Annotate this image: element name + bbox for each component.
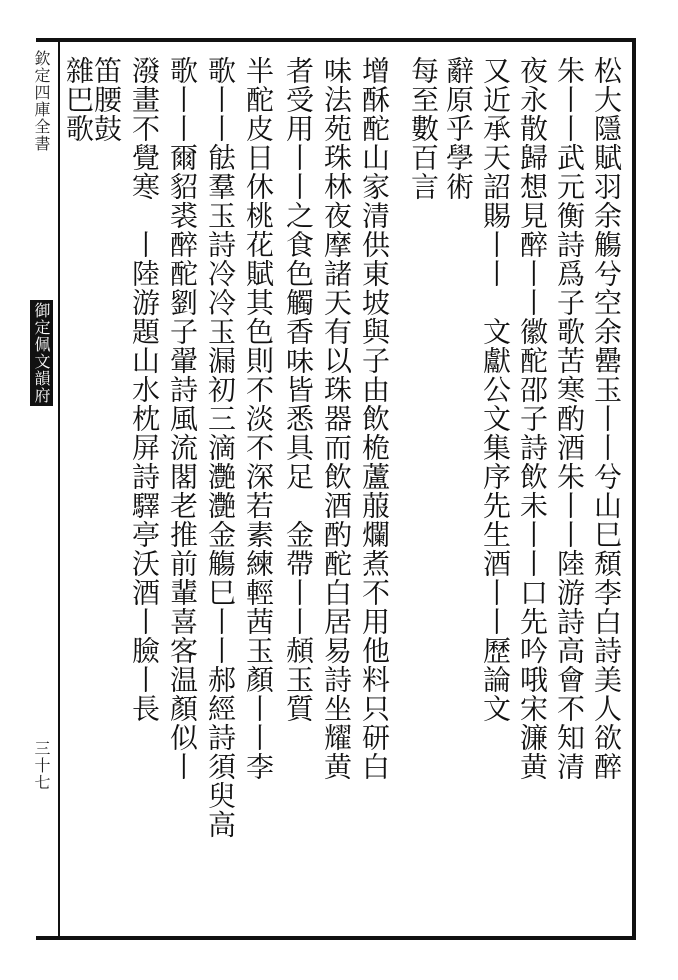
text-column: 笛腰鼓 [90, 56, 123, 143]
text-column: 增酥酡山家清供東坡與子由飲桅蘆菔爛煮不用他料只研白 [358, 56, 391, 781]
text-column: 辭原乎學術 [442, 56, 475, 201]
bottom-border [36, 936, 636, 940]
text-column: 半酡皮日休桃花賦其色則不淡不深若素練輕茜玉顏丨丨李 [242, 56, 275, 781]
text-column: 歌丨丨䏻羣玉詩冷冷玉漏初三滴灔灔金觴巳丨丨郝經詩須臾高 [204, 56, 237, 839]
margin-book-title: 御定佩文韻府 [32, 302, 51, 404]
text-column: 夜永散歸想見醉丨丨徽酡邵子詩飲未丨丨口先吟哦宋濂黄 [516, 56, 549, 781]
text-column: 每至數百言 [407, 56, 440, 201]
text-column: 松大隱賦羽余觴兮空余罍玉丨丨兮山巳頹李白詩美人欲醉 [590, 56, 623, 781]
text-column: 又近承天詔賜丨丨 文獻公文集序先生酒丨丨歷論文 [479, 56, 512, 723]
page-number: 三十七 [32, 740, 51, 791]
margin-line [58, 38, 60, 940]
right-border [632, 38, 636, 940]
margin-top-text: 欽定四庫全書 [32, 50, 51, 152]
text-column: 雜巴歌 [62, 56, 95, 143]
top-border [36, 38, 636, 42]
text-column: 潑畫不覺寒 丨陸游題山水枕屏詩驛亭沃酒丨臉丨長 [128, 56, 161, 723]
text-column: 朱丨丨武元衡詩爲子歌苦寒酌酒朱丨丨陸游詩高會不知清 [553, 56, 586, 781]
text-column: 歌丨丨爾貂裘醉酡劉子翬詩風流閣老推前輩喜客温顏似丨 [166, 56, 199, 781]
text-column: 味法苑珠林夜摩諸天有以珠器而飲酒酌酡白居易詩坐耀黄 [320, 56, 353, 781]
text-column: 者受用丨丨之食色觸香味皆悉具足 金帶丨丨頳玉質 [282, 56, 315, 723]
